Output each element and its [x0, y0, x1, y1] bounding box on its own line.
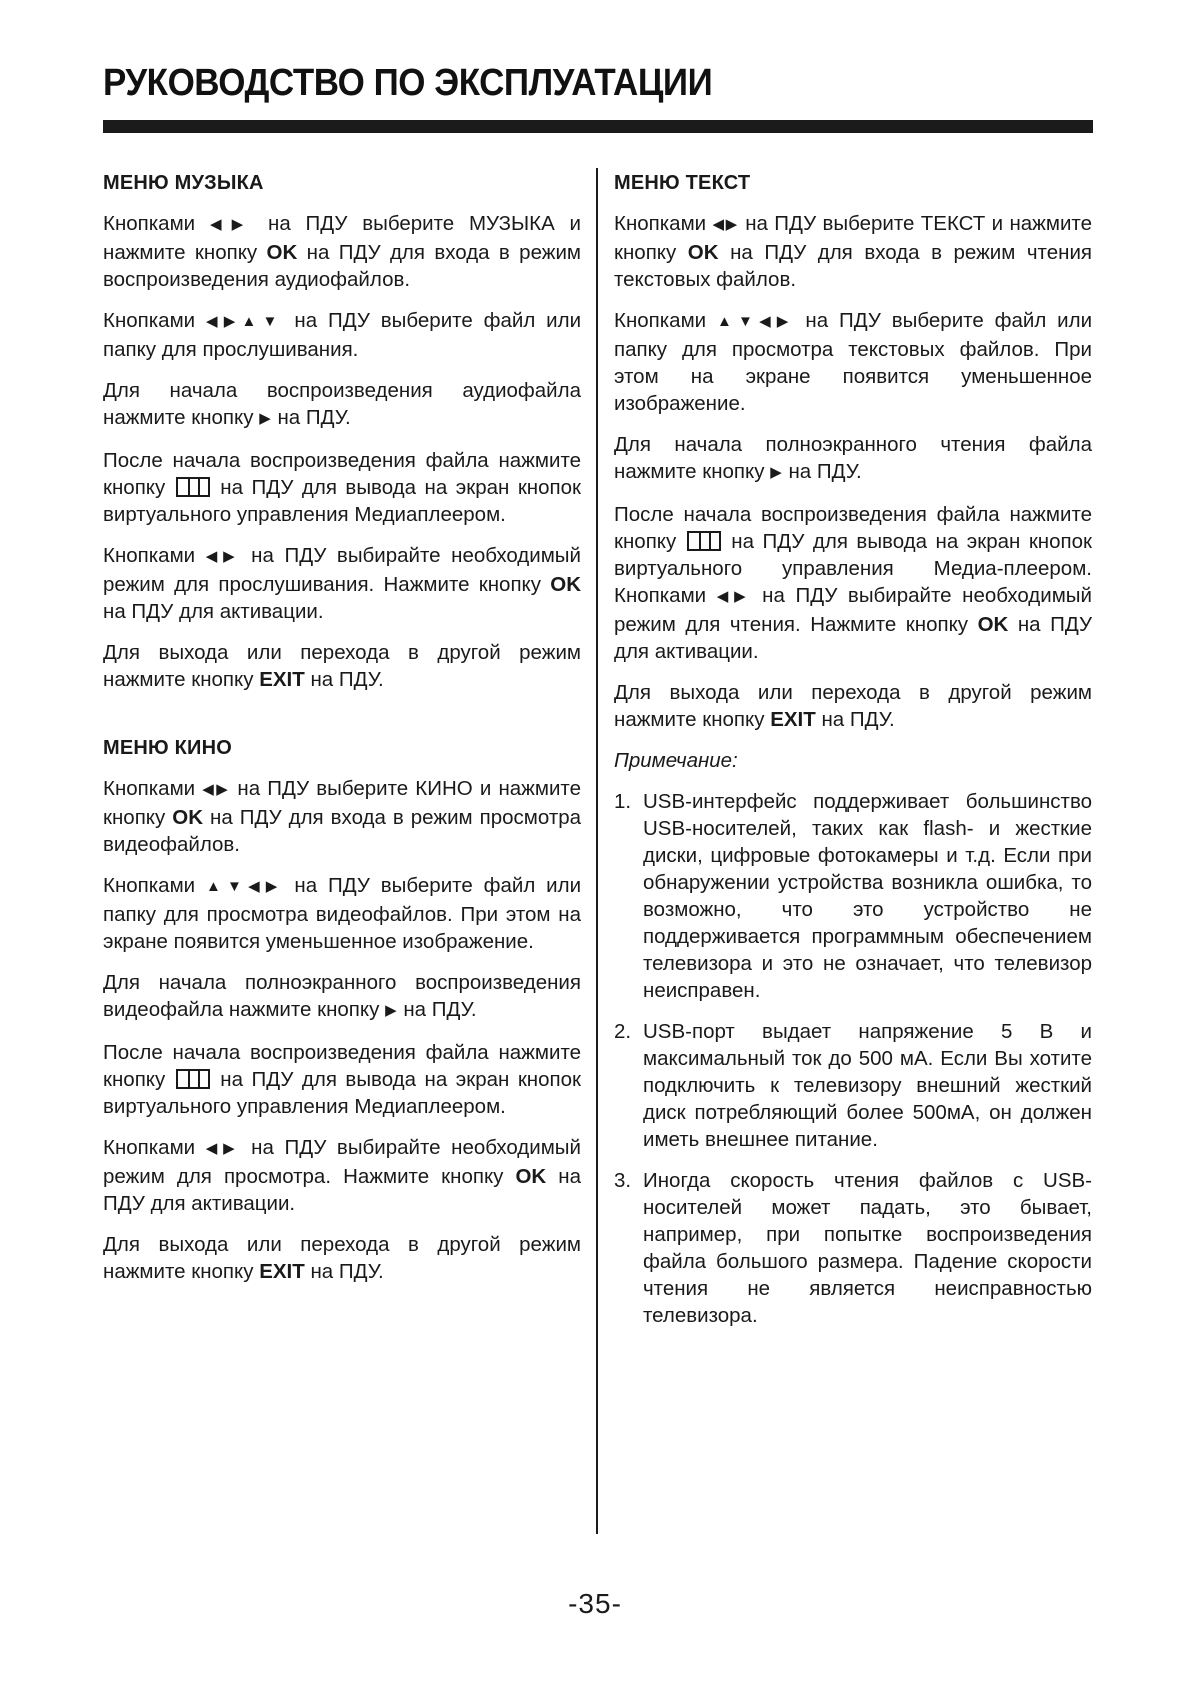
paragraph: Для начала воспроизведения аудиофайла нажмите кнопку ▶ на ПДУ. — [103, 379, 581, 429]
paragraph: После начала воспроизведения файла нажмите кнопку на ПДУ для вывода на экран кнопок виртуального управления Медиаплеером. — [103, 1041, 581, 1118]
arrow-keys-icon: ◀▶ — [209, 216, 254, 233]
column-divider — [596, 168, 598, 1534]
paragraph: Кнопками ◀▶ на ПДУ выберите МУЗЫКА и нажмите кнопку OK на ПДУ для входа в режим воспроизведения аудиофайлов. — [103, 212, 582, 291]
paragraph: Для начала полноэкранного воспроизведения видеофайла нажмите кнопку ▶ на ПДУ. — [103, 971, 581, 1021]
note-item — [614, 1018, 1092, 1153]
paragraph: Для выхода или перехода в другой режим нажмите кнопку EXIT на ПДУ. — [103, 1233, 581, 1283]
note-text: USB-интерфейс поддерживает большинство USB-носителей, таких как flash- и жесткие диски, цифровые фотокамеры и т.д. Если при обнаружении устройства возникла ошибка, то возможно, что это устройство не поддерживается программным обеспечением телевизора и это не означает, что телевизор неисправен. — [643, 790, 1092, 1002]
ok-key-label: OK — [687, 241, 719, 264]
exit-key-label: EXIT — [770, 708, 816, 731]
note-text: Иногда скорость чтения файлов с USB-носителей может падать, это бывает, например, при попытке воспроизведения файла большого размера. Падение скорости чтения не является неисправностью телевизора. — [643, 1169, 1092, 1327]
section-music — [103, 170, 581, 693]
note-item — [614, 1167, 1092, 1329]
arrow-keys-icon: ◀▶ — [205, 1140, 241, 1157]
paragraph: Кнопками ▲▼◀▶ на ПДУ выберите файл или папку для просмотра видеофайлов. При этом на экране появится уменьшенное изображение. — [103, 874, 582, 953]
paragraph: Кнопками ◀▶▲▼ на ПДУ выберите файл или папку для прослушивания. — [103, 309, 582, 361]
paragraph: После начала воспроизведения файла нажмите кнопку на ПДУ для вывода на экран кнопок виртуального управления Медиа-плеером. Кнопками ◀▶ на ПДУ выбирайте необходимый режим для чтения. Нажмите кнопку OK на ПДУ для активации. — [614, 503, 1092, 663]
right-column — [614, 170, 1092, 1343]
exit-key-label: EXIT — [259, 1260, 305, 1283]
paragraph: Кнопками ◀▶ на ПДУ выберите ТЕКСТ и нажмите кнопку OK на ПДУ для входа в режим чтения текстовых файлов. — [614, 212, 1092, 291]
page-number: -35- — [568, 1588, 622, 1619]
note-item — [614, 788, 1092, 1004]
arrow-keys-icon: ◀▶▲▼ — [206, 313, 284, 330]
note-number: 1. — [614, 790, 632, 813]
ok-key-label: OK — [977, 613, 1009, 636]
arrow-keys-icon: ◀▶ — [202, 781, 231, 798]
paragraph: Для выхода или перехода в другой режим нажмите кнопку EXIT на ПДУ. — [103, 641, 581, 691]
play-key-icon: ▶ — [770, 464, 783, 481]
ok-key-label: OK — [550, 573, 581, 596]
arrow-keys-icon: ▲▼◀▶ — [206, 878, 284, 895]
paragraph: Кнопками ◀▶ на ПДУ выбирайте необходимый режим для просмотра. Нажмите кнопку OK на ПДУ для активации. — [103, 1136, 582, 1215]
menu-key-icon — [687, 531, 721, 551]
paragraph: Для выхода или перехода в другой режим нажмите кнопку EXIT на ПДУ. — [614, 681, 1092, 731]
note-label: Примечание: — [614, 749, 738, 772]
arrow-keys-icon: ◀▶ — [716, 588, 752, 605]
arrow-keys-icon: ▲▼◀▶ — [717, 313, 795, 330]
section-title: МЕНЮ КИНО — [103, 737, 233, 759]
ok-key-label: OK — [266, 241, 298, 264]
arrow-keys-icon: ◀▶ — [712, 216, 739, 233]
section-title: МЕНЮ ТЕКСТ — [614, 172, 751, 194]
menu-key-icon — [176, 1069, 210, 1089]
exit-key-label: EXIT — [259, 668, 305, 691]
page-header-title: РУКОВОДСТВО ПО ЭКСПЛУАТАЦИИ — [103, 62, 713, 104]
note-text: USB-порт выдает напряжение 5 В и максимальный ток до 500 мА. Если Вы хотите подключить к телевизору внешний жесткий диск потребляющий более 500мА, он должен иметь внешнее питание. — [643, 1020, 1092, 1151]
paragraph: Кнопками ▲▼◀▶ на ПДУ выберите файл или папку для просмотра текстовых файлов. При этом на экране появится уменьшенное изображение. — [614, 309, 1093, 415]
notes-list — [614, 788, 1092, 1329]
play-key-icon: ▶ — [385, 1002, 398, 1019]
section-title: МЕНЮ МУЗЫКА — [103, 172, 264, 194]
section-text — [614, 170, 1092, 1329]
ok-key-label: OK — [515, 1165, 547, 1188]
paragraph: После начала воспроизведения файла нажмите кнопку на ПДУ для вывода на экран кнопок виртуального управления Медиаплеером. — [103, 449, 581, 526]
paragraph: Кнопками ◀▶ на ПДУ выбирайте необходимый режим для прослушивания. Нажмите кнопку OK на ПДУ для активации. — [103, 544, 581, 623]
note-number: 2. — [614, 1020, 632, 1043]
section-cinema — [103, 735, 581, 1285]
menu-key-icon — [176, 477, 210, 497]
ok-key-label: OK — [172, 806, 204, 829]
paragraph: Для начала полноэкранного чтения файла нажмите кнопку ▶ на ПДУ. — [614, 433, 1092, 483]
left-column — [103, 170, 581, 1299]
paragraph: Кнопками ◀▶ на ПДУ выберите КИНО и нажмите кнопку OK на ПДУ для входа в режим просмотра видеофайлов. — [103, 777, 582, 856]
arrow-keys-icon: ◀▶ — [205, 548, 241, 565]
note-number: 3. — [614, 1169, 632, 1192]
play-key-icon: ▶ — [259, 410, 272, 427]
header-rule — [103, 120, 1093, 133]
